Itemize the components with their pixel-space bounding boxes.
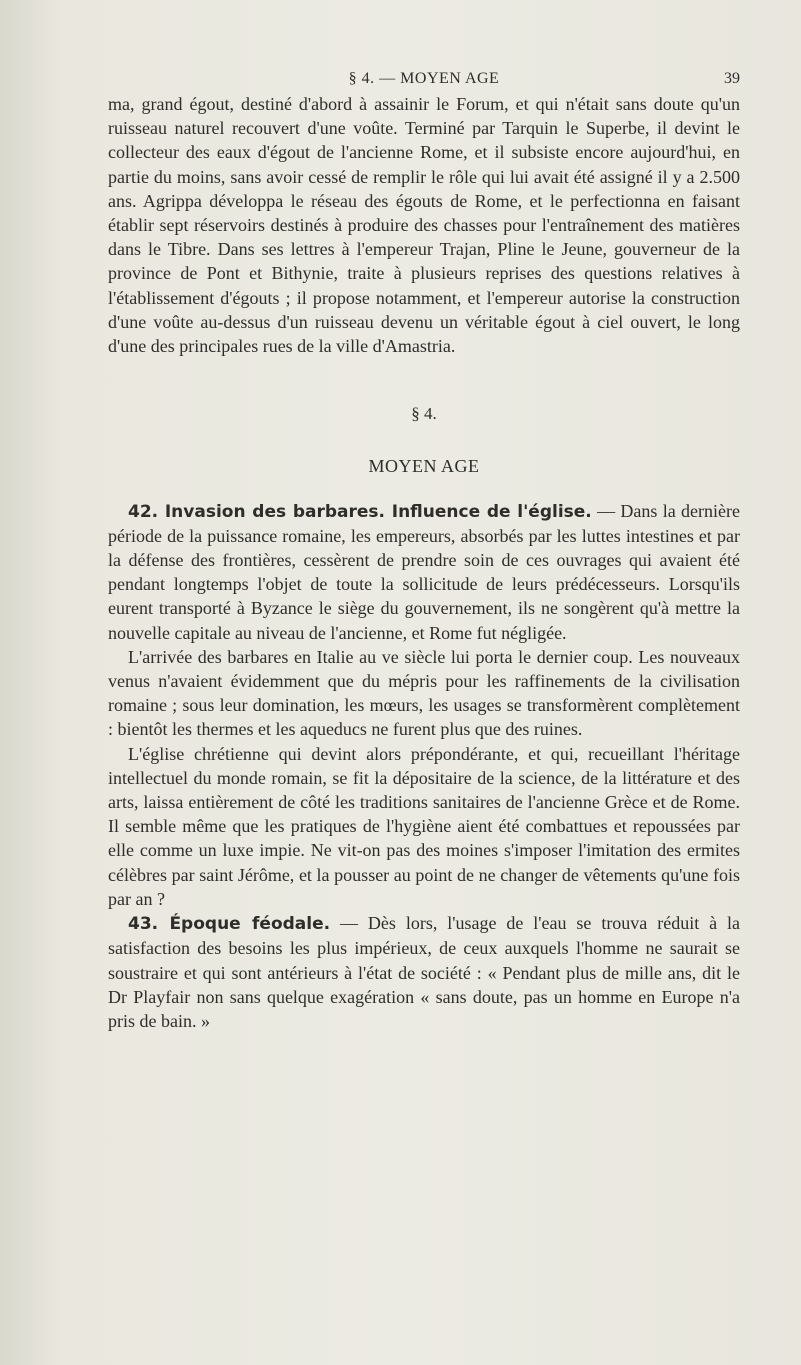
section-mark: § 4. (411, 404, 437, 424)
body-text (108, 92, 740, 1033)
heading-43: 43. Époque féodale. (128, 914, 331, 935)
running-title: § 4. — MOYEN AGE (348, 70, 500, 87)
section-title: MOYEN AGE (368, 456, 480, 477)
paragraph-42 (108, 499, 740, 645)
heading-42: 42. Invasion des barbares. Influence de l'église. (128, 501, 592, 522)
paragraph-43 (108, 911, 740, 1033)
page-number: 39 (724, 70, 740, 87)
paragraph-barbares: L'arrivée des barbares en Italie au ve siècle lui porta le dernier coup. Les nouveaux venus n'avaient évidemment que du mépris pour les raffinements de la civilisation romaine ; sous leur domination, les mœurs, les usages se transformèrent complètement : bientôt les thermes et les aqueducs ne furent plus que des ruines. (108, 646, 740, 740)
paragraph-eglise: L'église chrétienne qui devint alors prépondérante, et qui, recueillant l'héritage intellectuel du monde romain, se fit la dépositaire de la science, de la littérature et des arts, laissa entièrement de côté les traditions sanitaires de l'ancienne Grèce et de Rome. Il semble même que les pratiques de l'hygiène aient été combattues et repoussées par elle comme un luxe impie. Ne vit-on pas des moines s'imposer l'imitation des ermites célèbres par saint Jérôme, et la pousser au point de ne changer de vêtements qu'une fois par an ? (108, 743, 740, 909)
page-header (108, 70, 740, 90)
paragraph-43-text: — Dès lors, l'usage de l'eau se trouva réduit à la satisfaction des besoins les plus impérieux, de ceux auxquels l'homme ne saurait se soustraire et qui sont antérieurs à l'état de société : « Pendant plus de mille ans, dit le Dr Playfair non sans quelque exagération « sans doute, pas un homme en Europe n'a pris de bain. » (108, 913, 740, 1031)
paragraph-cloaca: ma, grand égout, destiné d'abord à assainir le Forum, et qui n'était sans doute qu'un ruisseau naturel recouvert d'une voûte. Terminé par Tarquin le Superbe, il devint le collecteur des eaux d'égout de l'ancienne Rome, et il subsiste encore aujourd'hui, en partie du moins, sans avoir cessé de remplir le rôle qui lui avait été assigné il y a 2.500 ans. Agrippa développa le réseau des égouts de Rome, et le perfectionna en faisant établir sept réservoirs destinés à produire des chasses pour l'entraînement des matières dans le Tibre. Dans ses lettres à l'empereur Trajan, Pline le Jeune, gouverneur de la province de Pont et Bithynie, traite à plusieurs reprises des questions relatives à l'établissement d'égouts ; il propose notamment, et l'empereur autorise la construction d'une voûte au-dessus d'un ruisseau devenu un véritable égout à ciel ouvert, le long d'une des principales rues de la ville d'Amastria. (108, 94, 740, 357)
paragraph-42-text: — Dans la dernière période de la puissance romaine, les empereurs, absorbés par les luttes intestines et par la défense des frontières, cessèrent de prendre soin de ces ouvrages qui avaient été pendant longtemps l'objet de toute la sollicitude de leurs prédécesseurs. Lorsqu'ils eurent transporté à Byzance le siège du gouvernement, ils ne songèrent qu'à mettre la nouvelle capitale au niveau de l'ancienne, et Rome fut négligée. (108, 500, 740, 643)
